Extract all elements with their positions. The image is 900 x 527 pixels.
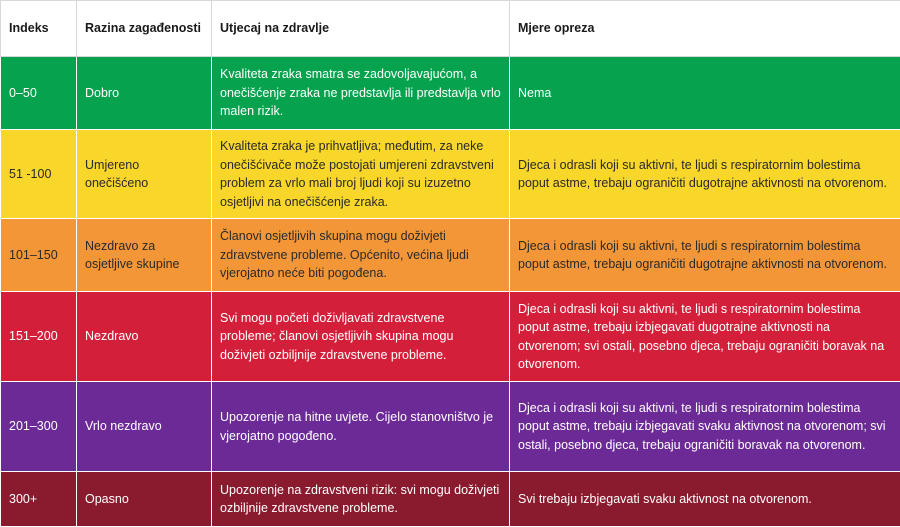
table-row-hazardous: [1, 472, 900, 527]
impact-cell: Kvaliteta zraka smatra se zadovoljavajućom, a onečišćenje zraka ne predstavlja ili predstavlja vrlo malen rizik.: [212, 57, 510, 130]
table-row-unhealthy-sensitive: [1, 219, 900, 292]
level-cell: Opasno: [77, 472, 212, 527]
index-cell: 0–50: [1, 57, 77, 130]
level-cell: Dobro: [77, 57, 212, 130]
index-cell: 151–200: [1, 292, 77, 382]
level-cell: Vrlo nezdravo: [77, 382, 212, 472]
level-cell: Umjereno onečišćeno: [77, 130, 212, 219]
impact-cell: Upozorenje na zdravstveni rizik: svi mogu doživjeti ozbiljnije zdravstvene probleme.: [212, 472, 510, 527]
table-header: [1, 1, 900, 57]
table-row-very-unhealthy: [1, 382, 900, 472]
table-row-unhealthy: [1, 292, 900, 382]
precautions-cell: Djeca i odrasli koji su aktivni, te ljudi s respiratornim bolestima poput astme, trebaju izbjegavati svaku aktivnost na otvorenom; svi ostali, posebno djeca, trebaju ograničiti boravak na otvorenom.: [510, 382, 900, 472]
impact-cell: Kvaliteta zraka je prihvatljiva; međutim, za neke onečišćivače može postojati umjereni zdravstveni problem za vrlo mali broj ljudi koji su izuzetno osjetljivi na onečišćenje zraka.: [212, 130, 510, 219]
header-pollution-level: Razina zagađenosti: [77, 1, 212, 57]
header-health-impact: Utjecaj na zdravlje: [212, 1, 510, 57]
impact-cell: Upozorenje na hitne uvjete. Cijelo stanovništvo je vjerojatno pogođeno.: [212, 382, 510, 472]
header-precautions: Mjere opreza: [510, 1, 900, 57]
index-cell: 101–150: [1, 219, 77, 292]
impact-cell: Svi mogu početi doživljavati zdravstvene probleme; članovi osjetljivih skupina mogu doživjeti ozbiljnije zdravstvene probleme.: [212, 292, 510, 382]
impact-cell: Članovi osjetljivih skupina mogu doživjeti zdravstvene probleme. Općenito, većina ljudi vjerojatno neće biti pogođena.: [212, 219, 510, 292]
table-row-good: [1, 57, 900, 130]
table-row-moderate: [1, 130, 900, 219]
precautions-cell: Djeca i odrasli koji su aktivni, te ljudi s respiratornim bolestima poput astme, trebaju ograničiti dugotrajne aktivnosti na otvorenom.: [510, 219, 900, 292]
index-cell: 201–300: [1, 382, 77, 472]
precautions-cell: Djeca i odrasli koji su aktivni, te ljudi s respiratornim bolestima poput astme, trebaju ograničiti dugotrajne aktivnosti na otvorenom.: [510, 130, 900, 219]
level-cell: Nezdravo za osjetljive skupine: [77, 219, 212, 292]
precautions-cell: Djeca i odrasli koji su aktivni, te ljudi s respiratornim bolestima poput astme, trebaju izbjegavati dugotrajne aktivnosti na otvorenom; svi ostali, posebno djeca, trebaju ograničiti boravak na otvorenom.: [510, 292, 900, 382]
header-index: Indeks: [1, 1, 77, 57]
index-cell: 51 -100: [1, 130, 77, 219]
index-cell: 300+: [1, 472, 77, 527]
precautions-cell: Svi trebaju izbjegavati svaku aktivnost na otvorenom.: [510, 472, 900, 527]
level-cell: Nezdravo: [77, 292, 212, 382]
precautions-cell: Nema: [510, 57, 900, 130]
